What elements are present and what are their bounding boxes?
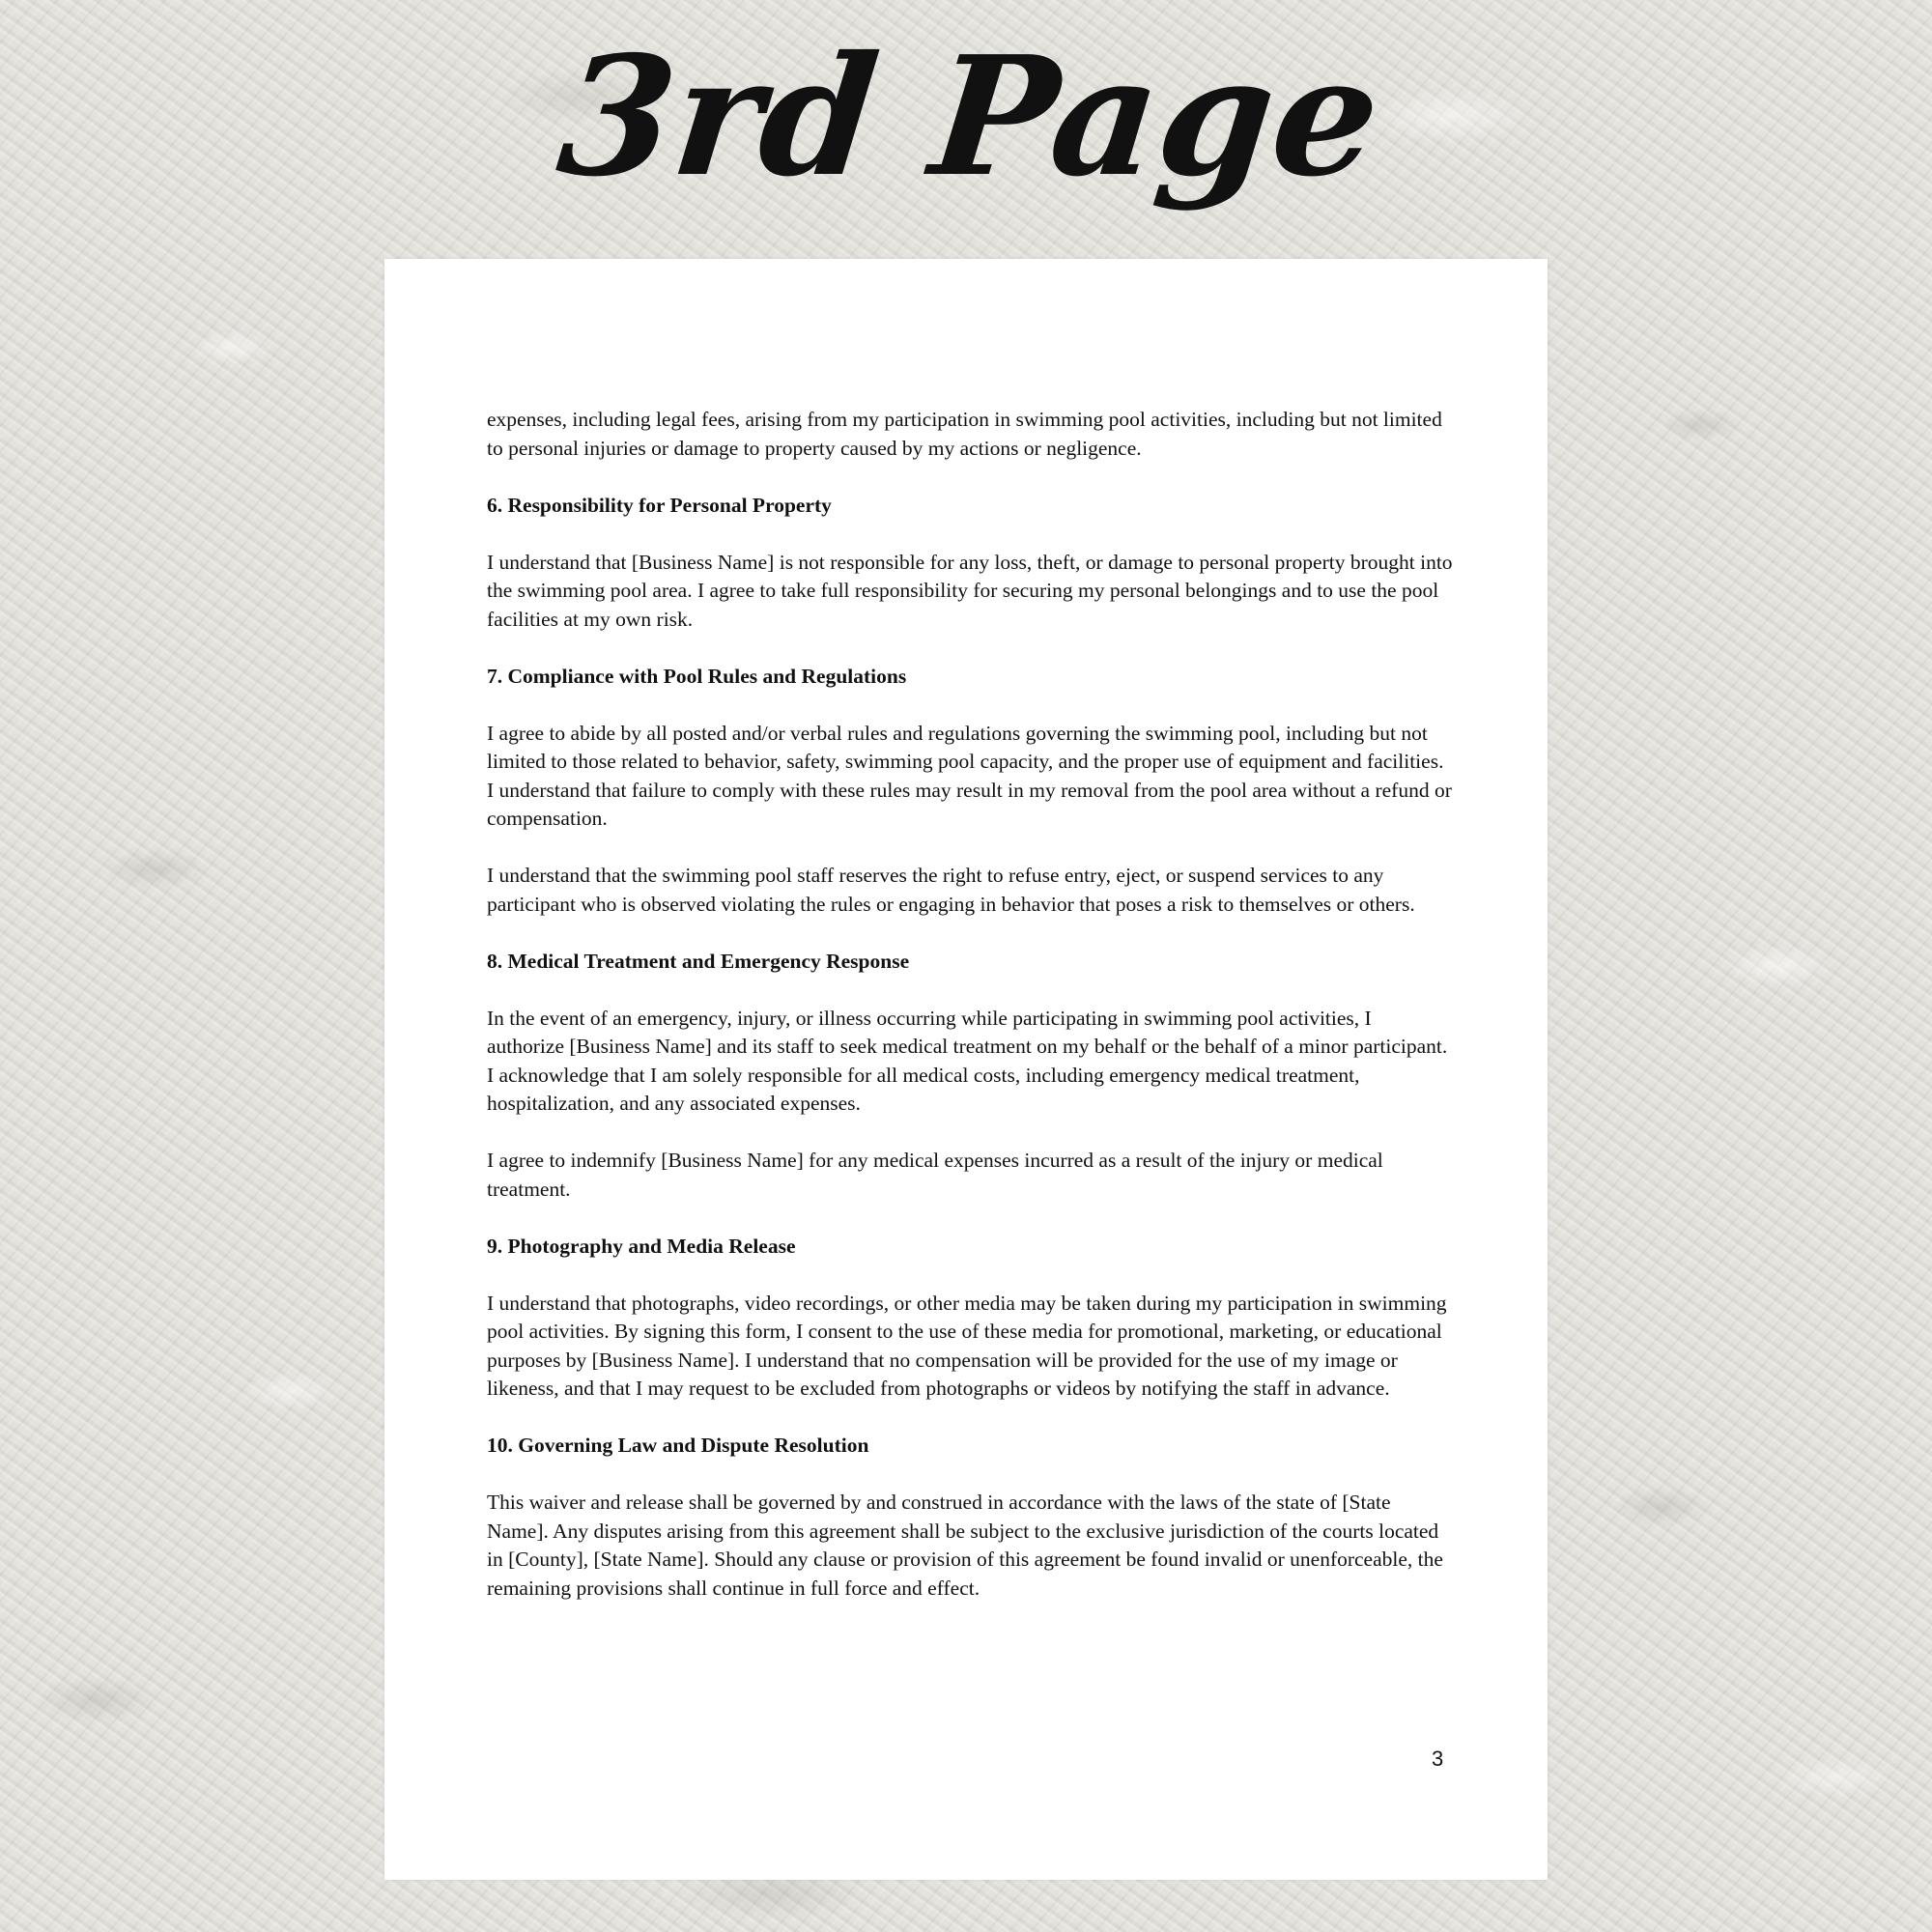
section-8-heading: 8. Medical Treatment and Emergency Response [487, 949, 910, 973]
section-7-paragraph-1: I agree to abide by all posted and/or verbal rules and regulations governing the swimming pool, including but not limited to those related to behavior, safety, swimming pool capacity, and the proper use of equipment and facilities. I understand that failure to comply with these rules may result in my removal from the pool area without a refund or compensation. [487, 721, 1452, 830]
page-heading-title: 3rd Page [550, 20, 1388, 213]
section-10-heading: 10. Governing Law and Dispute Resolution [487, 1434, 869, 1457]
page-heading [0, 19, 1932, 251]
section-7-heading: 7. Compliance with Pool Rules and Regulations [487, 664, 907, 688]
page-number: 3 [1432, 1747, 1444, 1771]
section-6-heading: 6. Responsibility for Personal Property [487, 493, 832, 517]
section-6-paragraph-1: I understand that [Business Name] is not responsible for any loss, theft, or damage to personal property brought into the swimming pool area. I agree to take full responsibility for securing my personal belongings and to use the pool facilities at my own risk. [487, 550, 1453, 631]
intro-paragraph: expenses, including legal fees, arising from my participation in swimming pool activities, including but not limited to personal injuries or damage to property caused by my actions or negligence. [487, 408, 1442, 460]
section-9-heading: 9. Photography and Media Release [487, 1234, 796, 1258]
section-10-paragraph-1: This waiver and release shall be governed by and construed in accordance with the laws of the state of [State Name]. Any disputes arising from this agreement shall be subject to the exclusive jurisdiction of the courts located in [County], [State Name]. Should any clause or provision of this agreement be found invalid or unenforceable, the remaining provisions shall continue in full force and effect. [487, 1491, 1443, 1600]
section-9-paragraph-1: I understand that photographs, video recordings, or other media may be taken during my participation in swimming pool activities. By signing this form, I consent to the use of these media for promotional, marketing, or educational purposes by [Business Name]. I understand that no compensation will be provided for the use of my image or likeness, and that I may request to be excluded from photographs or videos by notifying the staff in advance. [487, 1291, 1447, 1400]
section-7-paragraph-2: I understand that the swimming pool staff reserves the right to refuse entry, eject, or suspend services to any participant who is observed violating the rules or engaging in behavior that poses a risk to themselves or others. [487, 864, 1415, 916]
section-8-paragraph-2: I agree to indemnify [Business Name] for any medical expenses incurred as a result of the injury or medical treatment. [487, 1149, 1383, 1201]
page-heading-svg [0, 19, 1932, 251]
document-page [384, 259, 1548, 1880]
document-body [487, 406, 1453, 1632]
section-8-paragraph-1: In the event of an emergency, injury, or illness occurring while participating in swimming pool activities, I authorize [Business Name] and its staff to seek medical treatment on my behalf or the behalf of a minor participant. I acknowledge that I am solely responsible for all medical costs, including emergency medical treatment, hospitalization, and any associated expenses. [487, 1006, 1448, 1115]
